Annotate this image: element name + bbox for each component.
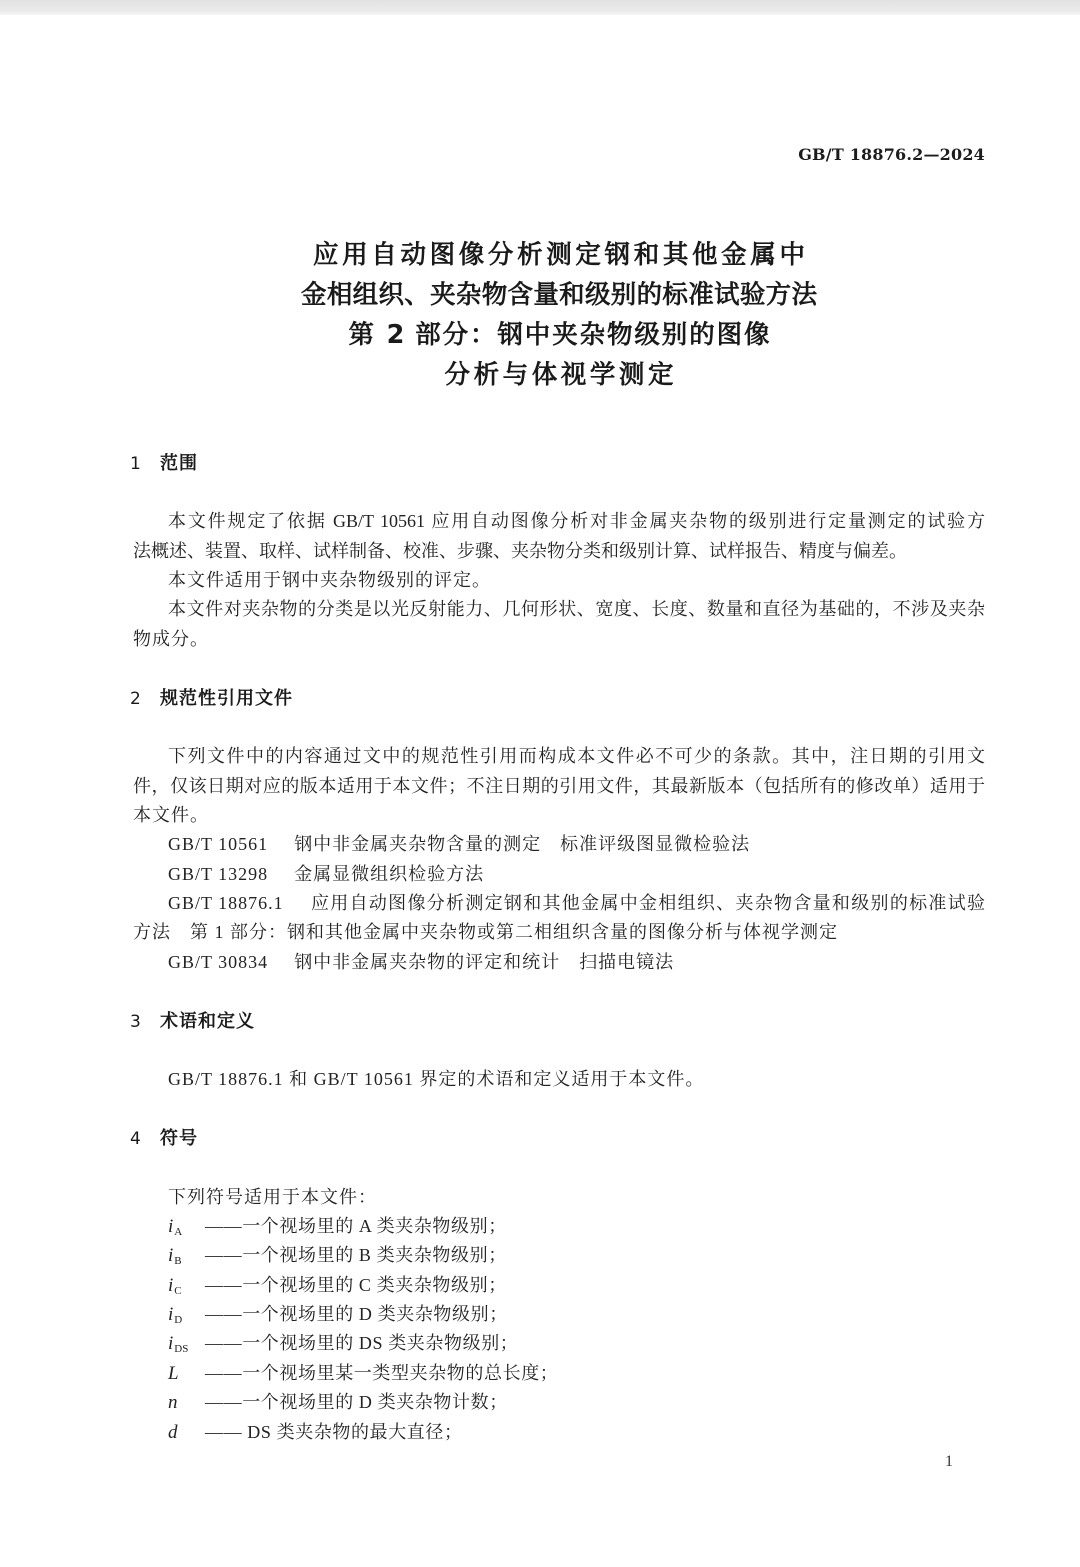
symbol-description: ——一个视场里某一类型夹杂物的总长度； [205,1362,559,1383]
symbol-description: ——一个视场里的 D 类夹杂物级别； [205,1304,508,1325]
symbol-subscript: A [174,1226,183,1239]
paragraph-line: 本文件。 [133,805,209,825]
symbol-entry [133,1271,985,1300]
symbol-description: —— DS 类夹杂物的最大直径； [205,1421,463,1442]
document-title [133,235,985,395]
symbol [168,1241,205,1273]
section-number: 2 [130,688,141,709]
symbol-entry [133,1388,985,1417]
symbol-entry [133,1418,985,1447]
section-number: 1 [130,453,141,474]
paragraph-line: 下列符号适用于本文件： [168,1186,377,1207]
title-line-3: 第 2 部分：钢中夹杂物级别的图像 [348,320,770,350]
reference-entry [133,860,985,889]
symbol-letter: i [168,1216,174,1238]
symbol-description: ——一个视场里的 C 类夹杂物级别； [205,1274,507,1295]
symbol-description: ——一个视场里的 D 类夹杂物计数； [205,1392,508,1413]
section-scope [130,449,985,655]
symbol [168,1359,205,1388]
paragraph-line: GB/T 18876.1 和 GB/T 10561 界定的术语和定义适用于本文件。 [168,1069,705,1090]
reference-code: GB/T 18876.1 [168,893,284,914]
symbol-description: ——一个视场里的 A 类夹杂物级别； [205,1216,507,1237]
section-number: 4 [130,1128,141,1149]
paragraph-line: 本文件规定了依据 GB/T 10561 应用自动图像分析对非金属夹杂物的级别进行定量测定的试验方 [168,511,985,532]
symbol-entry [133,1329,985,1358]
section-title: 符号 [160,1127,198,1149]
reference-title: 钢中非金属夹杂物含量的测定 标准评级图显微检验法 [294,834,751,855]
reference-entry [133,948,985,977]
reference-code: GB/T 13298 [168,863,269,884]
section-title: 范围 [160,452,198,474]
section-heading [130,449,985,478]
paragraph-line: 本文件对夹杂物的分类是以光反射能力、几何形状、宽度、长度、数量和直径为基础的，不涉及夹杂 [168,599,985,620]
symbol [168,1300,205,1332]
title-line-1: 应用自动图像分析测定钢和其他金属中 [313,240,805,270]
symbol [168,1388,205,1417]
reference-entry [133,830,985,859]
symbol-letter: L [168,1362,179,1384]
symbol-subscript: DS [174,1343,189,1356]
section-symbols [130,1124,985,1447]
standard-number: GB/T 18876.2—2024 [798,145,985,164]
document-body [130,449,985,1447]
section-number: 3 [130,1011,141,1032]
symbol-entry [133,1212,985,1241]
symbol [168,1329,205,1361]
section-heading [130,684,985,713]
title-line-2: 金相组织、夹杂物含量和级别的标准试验方法 [301,280,817,310]
symbol-letter: d [168,1421,178,1443]
symbol-letter: i [168,1333,174,1355]
reference-title: 应用自动图像分析测定钢和其他金属中金相组织、夹杂物含量和级别的标准试验 [309,893,985,914]
symbol-subscript: D [174,1314,183,1327]
symbol-description: ——一个视场里的 B 类夹杂物级别； [205,1245,507,1266]
symbol [168,1418,205,1447]
symbol-subscript: B [174,1255,182,1268]
symbol [168,1271,205,1303]
symbol-letter: i [168,1274,174,1296]
symbol-letter: n [168,1392,178,1414]
reference-title-continuation: 方法 第 1 部分：钢和其他金属中夹杂物或第二相组织含量的图像分析与体视学测定 [133,922,838,943]
title-line-4: 分析与体视学测定 [444,360,674,390]
paragraph-line: 物成分。 [133,628,209,649]
symbol-letter: i [168,1304,174,1326]
reference-title: 钢中非金属夹杂物的评定和统计 扫描电镜法 [294,951,675,972]
symbol-description: ——一个视场里的 DS 类夹杂物级别； [205,1333,519,1354]
paragraph-line: 法概述、装置、取样、试样制备、校准、步骤、夹杂物分类和级别计算、试样报告、精度与偏差。 [133,540,907,561]
page-number: 1 [945,1453,953,1470]
reference-title: 金属显微组织检验方法 [294,863,485,884]
symbol-entry [133,1359,985,1388]
reference-code: GB/T 30834 [168,951,269,972]
symbol [168,1212,205,1244]
section-normative-references [130,684,985,978]
symbol-subscript: C [174,1284,182,1297]
paragraph-line: 下列文件中的内容通过文中的规范性引用而构成本文件必不可少的条款。其中，注日期的引用文 [168,746,985,767]
paragraph-line: 件，仅该日期对应的版本适用于本文件；不注日期的引用文件，其最新版本（包括所有的修改单）适用于 [133,775,985,796]
reference-code: GB/T 10561 [168,834,269,855]
symbol-letter: i [168,1245,174,1267]
scan-top-edge [0,0,1080,15]
section-heading [130,1007,985,1036]
section-title: 规范性引用文件 [160,687,293,709]
section-title: 术语和定义 [160,1010,255,1032]
paragraph-line: 本文件适用于钢中夹杂物级别的评定。 [168,570,491,591]
symbol-entry [133,1241,985,1270]
reference-entry [133,889,985,918]
section-heading [130,1124,985,1153]
section-terms-definitions [130,1007,985,1095]
symbol-entry [133,1300,985,1329]
